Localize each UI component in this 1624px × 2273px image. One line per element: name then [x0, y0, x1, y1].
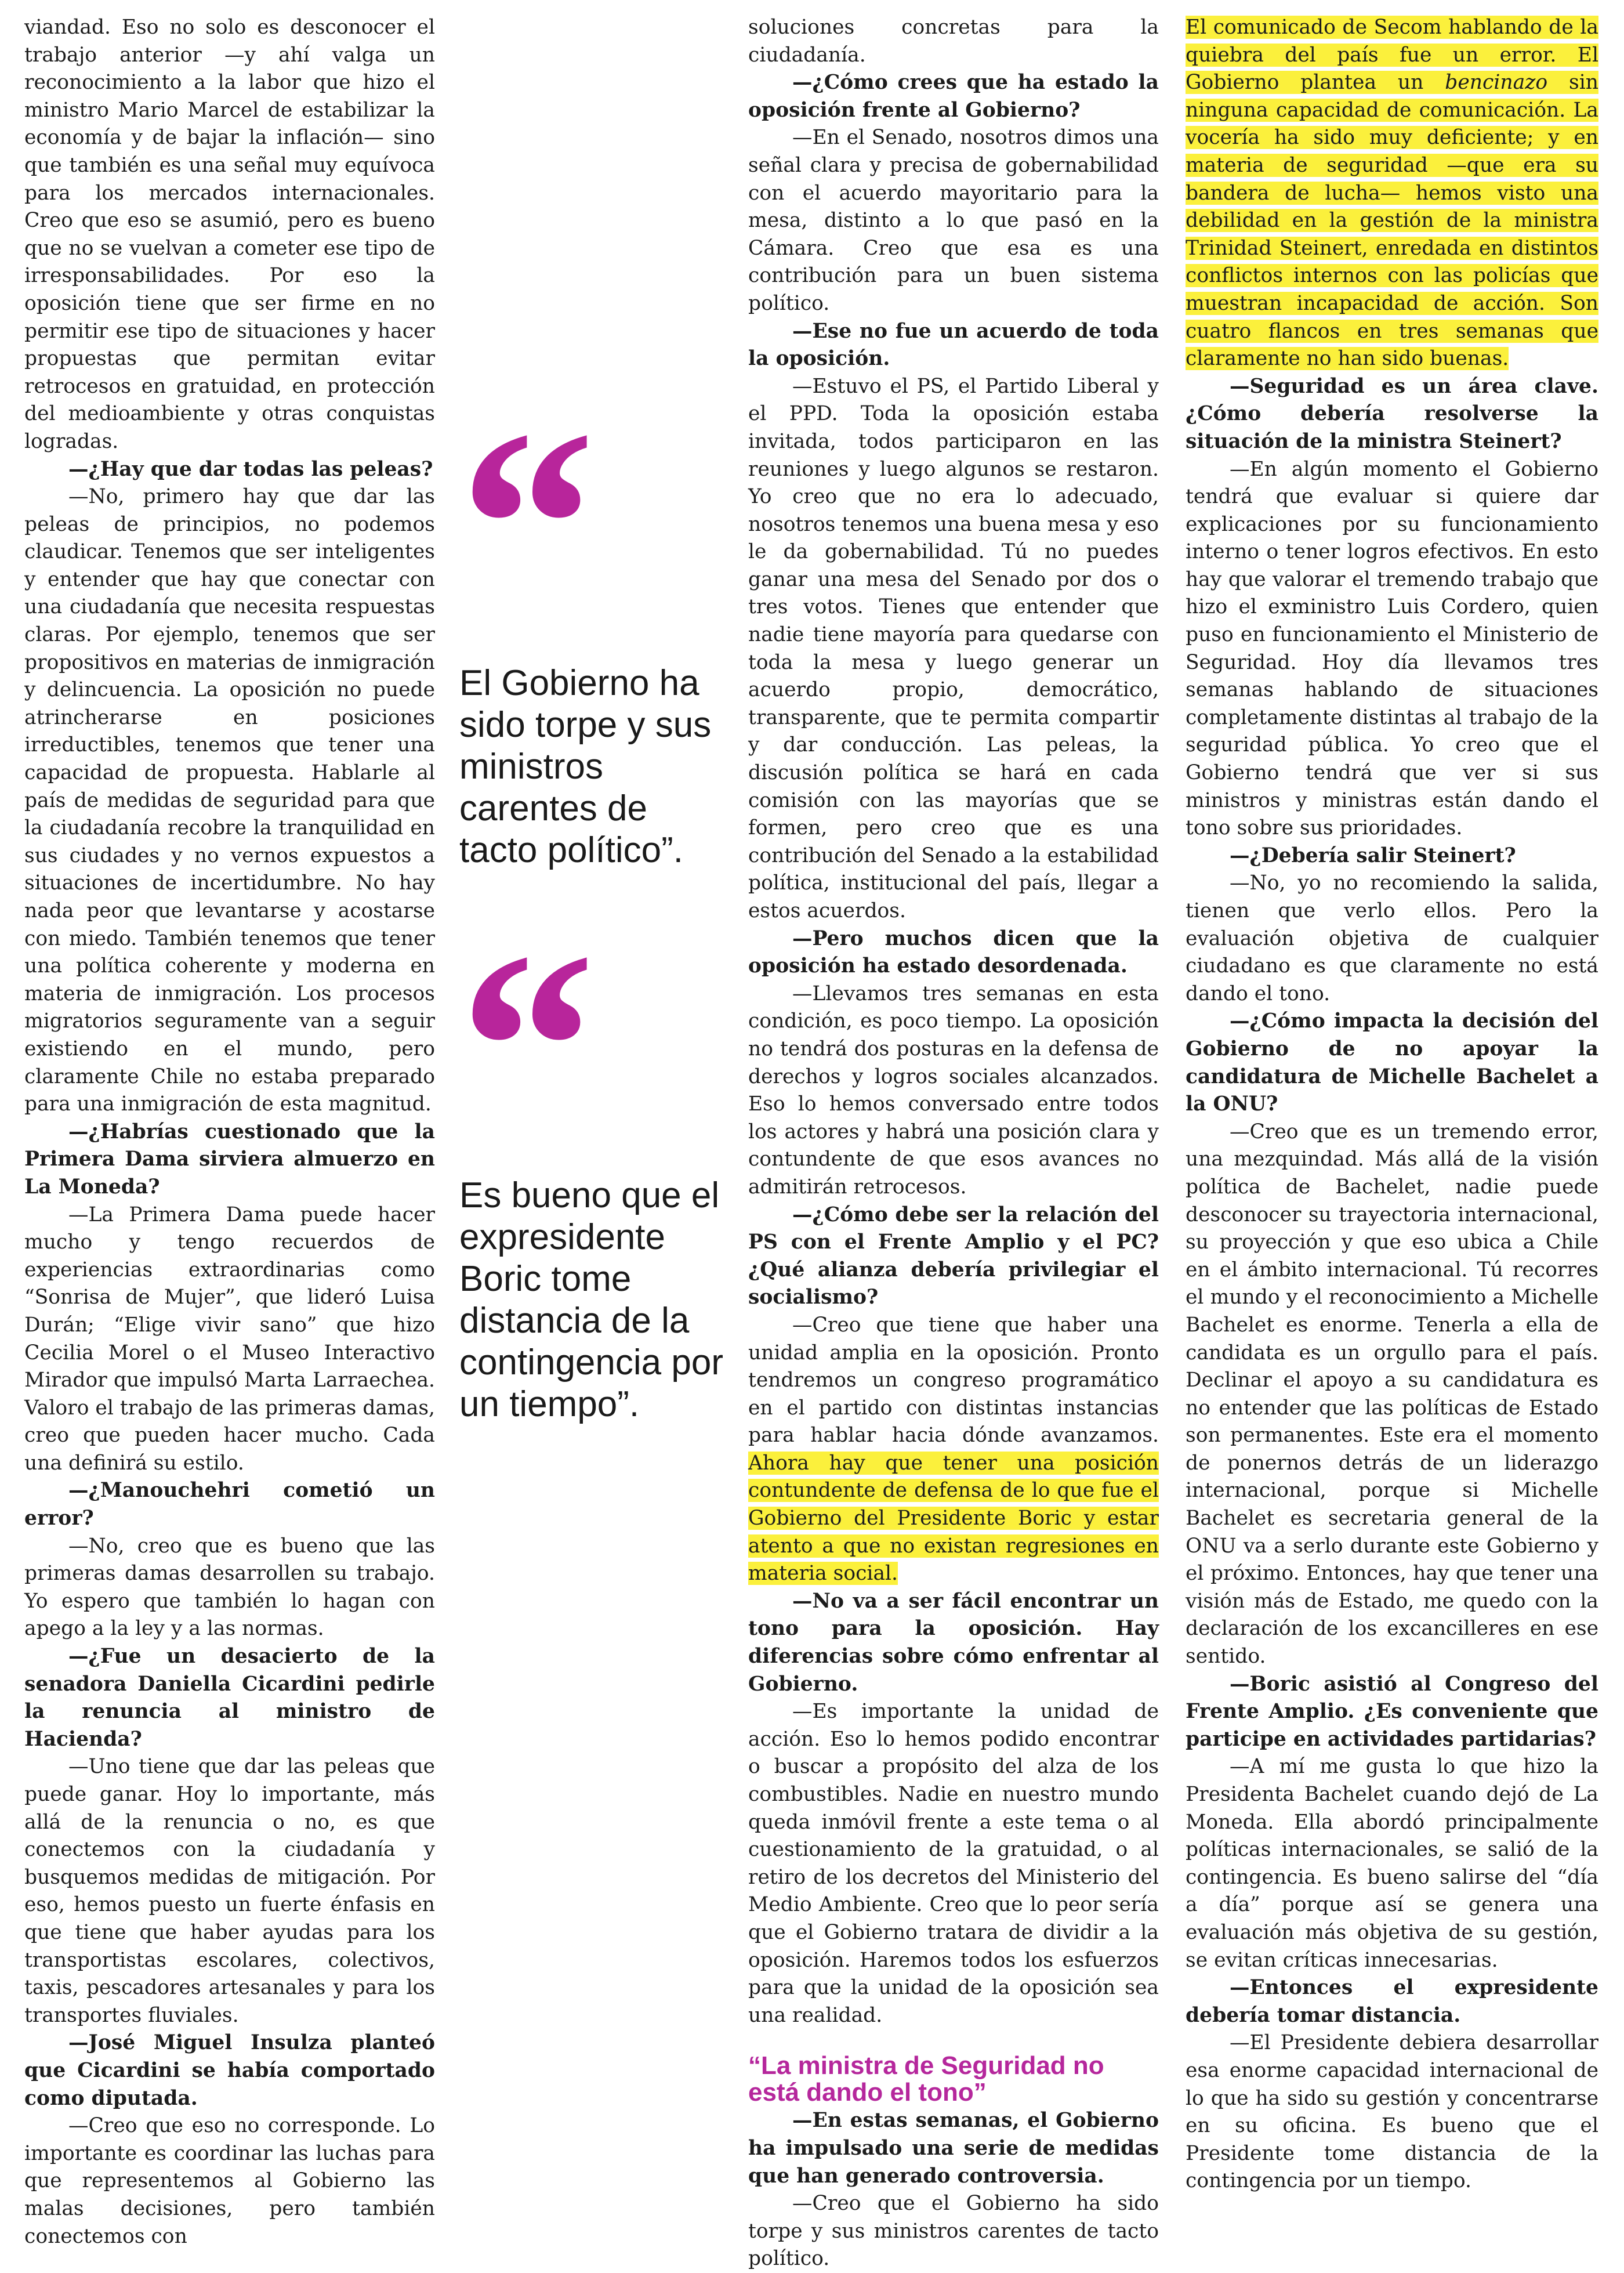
answer: —Uno tiene que dar las peleas que puede ganar. Hoy lo importante, más allá de la renuncia o no, es que conectemos con la ciudadanía y busquemos medidas de mitigación. Por eso, hemos puesto un fuerte énfasis en que tiene que haber ayudas para los transportistas escolares, colectivos, taxis, pescadores artesanales y para los transportes fluviales.	[24, 1755, 435, 2027]
article-column-3	[1186, 14, 1598, 2195]
question: —¿Cómo crees que ha estado la oposición frente al Gobierno?	[748, 71, 1159, 122]
answer: —Creo que el Gobierno ha sido torpe y sus ministros carentes de tacto político.	[748, 2192, 1159, 2271]
answer: —Es importante la unidad de acción. Eso lo hemos podido encontrar o buscar a propósito del alza de los combustibles. Nadie en nuestro mundo queda inmóvil frente a este tema o al cuestionamiento de la gratuidad, o al retiro de los decretos del Ministerio del Medio Ambiente. Creo que lo peor sería que el Gobierno tratara de dividir a la oposición. Haremos todos los esfuerzos para que la unidad de la oposición sea una realidad.	[748, 1700, 1159, 2027]
answer: —El Presidente debiera desarrollar esa enorme capacidad internacional de lo que ha sido su gestión y concentrarse en su oficina. Es bueno que el Presidente tome distancia de la contingencia por un tiempo.	[1186, 2031, 1598, 2193]
answer-text: —Creo que tiene que haber una unidad amplia en la oposición. Pronto tendremos un congreso programático en el partido con distintas instancias para hablar hacia dónde avanzamos.	[748, 1313, 1159, 1447]
question: —Seguridad es un área clave. ¿Cómo debería resolverse la situación de la ministra Steinert?	[1186, 374, 1598, 453]
answer: —A mí me gusta lo que hizo la Presidenta Bachelet cuando dejó de La Moneda. Ella abordó principalmente políticas internacionales, se salió de la contingencia. Es bueno salirse del “día a día” porque así se genera una evaluación más objetiva de su gestión, se evitan críticas innecesarias.	[1186, 1755, 1598, 1972]
quotation-mark-icon: “	[459, 374, 579, 676]
quotation-mark-icon: “	[459, 896, 579, 1198]
pull-quote-2	[459, 896, 732, 1425]
answer: —Llevamos tres semanas en esta condición, es poco tiempo. La oposición no tendrá dos posturas en la defensa de derechos y logros sociales alcanzados. Eso lo hemos conversado entre todos los actores y habrá una posición clara y contundente de que esos avances no admitirán retrocesos.	[748, 982, 1159, 1199]
question: —¿Debería salir Steinert?	[1230, 844, 1516, 867]
article-column-2	[748, 14, 1159, 2273]
answer: —Creo que es un tremendo error, una mezquindad. Más allá de la visión política de Bachelet, nadie puede desconocer su trayectoria internacional, su proyección y que eso ubica a Chile en el ámbito internacional. Tú recorres el mundo y el reconocimiento a Michelle Bachelet es enorme. Tenerla a ella de candidata es un orgullo para el país. Declinar el apoyo a su candidatura es no entender que las políticas de Estado son permanentes. Este era el momento de ponernos detrás de un liderazgo internacional, porque si Michelle Bachelet es secretaria general de la ONU va a serlo durante este Gobierno y el próximo. Entonces, hay que tener una visión más de Estado, me quedo con la declaración de los excancilleres en ese sentido.	[1186, 1120, 1598, 1668]
answer: —Creo que eso no corresponde. Lo importante es coordinar las luchas para que representemos al Gobierno las malas decisiones, pero también conectemos con	[24, 2114, 435, 2248]
italic-term: bencinazo	[1445, 71, 1548, 95]
section-subheading: “La ministra de Seguridad no está dando el tono”	[748, 2051, 1104, 2107]
answer	[748, 1312, 1159, 1588]
article-column-1	[24, 14, 435, 2250]
question: —Ese no fue un acuerdo de toda la oposición.	[748, 319, 1159, 371]
question: —José Miguel Insulza planteó que Cicardini se había comportado como diputada.	[24, 2031, 435, 2110]
highlighted-text-part: sin ninguna capacidad de comunicación. La vocería ha sido muy deficiente; y en materia de seguridad —que era su bandera de lucha— hemos visto una debilidad en la gestión de la ministra Trinidad Steinert, enredada en distintos conflictos internos con las policías que muestran incapacidad de acción. Son cuatro flancos en tres semanas que claramente no han sido buenas.	[1186, 71, 1598, 371]
pull-quote-text: Es bueno que el expresidente Boric tome distancia de la contingencia por un tiempo”.	[459, 1175, 723, 1424]
question: —¿Cómo debe ser la relación del PS con el Frente Amplio y el PC? ¿Qué alianza debería privilegiar el socialismo?	[748, 1203, 1159, 1309]
question: —No va a ser fácil encontrar un tono para la oposición. Hay diferencias sobre cómo enfrentar al Gobierno.	[748, 1589, 1159, 1696]
highlighted-text	[1186, 16, 1598, 370]
highlighted-text: Ahora hay que tener una posición contundente de defensa de lo que fue el Gobierno del Presidente Boric y estar atento a que no existan regresiones en materia social.	[748, 1451, 1159, 1586]
highlighted-text-part: El comunicado de Secom hablando de la quiebra del país fue un error. El Gobierno plantea un	[1186, 16, 1598, 95]
question: —¿Manouchehri cometió un error?	[24, 1479, 435, 1530]
paragraph	[1186, 14, 1598, 373]
question: —¿Fue un desacierto de la senadora Daniella Cicardini pedirle la renuncia al ministro de Hacienda?	[24, 1645, 435, 1751]
question: —¿Habrías cuestionado que la Primera Dama sirviera almuerzo en La Moneda?	[24, 1120, 435, 1199]
question: —Boric asistió al Congreso del Frente Amplio. ¿Es conveniente que participe en actividades partidarias?	[1186, 1672, 1598, 1751]
answer: —La Primera Dama puede hacer mucho y tengo recuerdos de experiencias extraordinarias como “Sonrisa de Mujer”, que lideró Luisa Durán; “Elige vivir sano” que hizo Cecilia Morel o el Museo Interactivo Mirador que impulsó Marta Larraechea. Valoro el trabajo de las primeras damas, creo que pueden hacer mucho. Cada una definirá su estilo.	[24, 1203, 435, 1475]
question: —¿Hay que dar todas las peleas?	[68, 457, 433, 481]
pull-quote-text: El Gobierno ha sido torpe y sus ministros carentes de tacto político”.	[459, 663, 712, 870]
answer: —No, yo no recomiendo la salida, tienen que verlo ellos. Pero la evaluación objetiva de cualquier ciudadano es que claramente no está dando el tono.	[1186, 871, 1598, 1005]
question: —Entonces el expresidente debería tomar distancia.	[1186, 1976, 1598, 2027]
paragraph: soluciones concretas para la ciudadanía.	[748, 16, 1159, 67]
answer: —No, primero hay que dar las peleas de principios, no podemos claudicar. Tenemos que ser inteligentes y entender que hay que conectar con una ciudadanía que necesita respuestas claras. Por ejemplo, tenemos que ser propositivos en materias de inmigración y delincuencia. La oposición no puede atrincherarse en posiciones irreductibles, tenemos que tener una capacidad de propuesta. Hablarle al país de medidas de seguridad para que la ciudadanía recobre la tranquilidad en sus ciudades y no vernos expuestos a situaciones de incertidumbre. No hay nada peor que levantarse y acostarse con miedo. También tenemos que tener una política coherente y moderna en materia de inmigración. Los procesos migratorios seguramente van a seguir existiendo en el mundo, pero claramente Chile no estaba preparado para una inmigración de esta magnitud.	[24, 485, 435, 1116]
answer: —No, creo que es bueno que las primeras damas desarrollen su trabajo. Yo espero que también lo hagan con apego a la ley y a las normas.	[24, 1534, 435, 1641]
question: —Pero muchos dicen que la oposición ha estado desordenada.	[748, 926, 1159, 978]
paragraph: viandad. Eso no solo es desconocer el trabajo anterior —y ahí valga un reconocimiento a la labor que hizo el ministro Mario Marcel de estabilizar la economía y de bajar la inflación— sino que también es una señal muy equívoca para los mercados internacionales. Creo que eso se asumió, pero es bueno que no se vuelvan a cometer ese tipo de irresponsabilidades. Por eso la oposición tiene que ser firme en no permitir ese tipo de situaciones y hacer propuestas que permitan evitar retrocesos en gratuidad, en protección del medioambiente y otras conquistas logradas.	[24, 16, 435, 453]
question: —En estas semanas, el Gobierno ha impulsado una serie de medidas que han generado controversia.	[748, 2109, 1159, 2188]
answer: —En el Senado, nosotros dimos una señal clara y precisa de gobernabilidad con el acuerdo mayoritario para la mesa, distinto a lo que pasó en la Cámara. Creo que esa es una contribución para un buen sistema político.	[748, 126, 1159, 315]
question: —¿Cómo impacta la decisión del Gobierno de no apoyar la candidatura de Michelle Bachelet a la ONU?	[1186, 1009, 1598, 1116]
answer: —En algún momento el Gobierno tendrá que evaluar si quiere dar explicaciones por su funcionamiento interno o tener logros efectivos. En esto hay que valorar el tremendo trabajo que hizo el exministro Luis Cordero, quien puso en funcionamiento el Ministerio de Seguridad. Hoy día llevamos tres semanas hablando de situaciones completamente distintas al trabajo de la seguridad pública. Yo creo que el Gobierno tendrá que ver si sus ministros y ministras están dando el tono sobre sus prioridades.	[1186, 457, 1598, 840]
answer: —Estuvo el PS, el Partido Liberal y el PPD. Toda la oposición estaba invitada, todos participaron en las reuniones y luego algunos se restaron. Yo creo que no era lo adecuado, nosotros tenemos una buena mesa y eso le da gobernabilidad. Tú no puedes ganar una mesa del Senado por dos o tres votos. Tienes que entender que nadie tiene mayoría para quedarse con toda la mesa y luego generar un acuerdo propio, democrático, transparente, que te permita compartir y dar conducción. Las peleas, la discusión política se hará en cada comisión con las mayorías que se formen, pero creo que es una contribución del Senado a la estabilidad política, institucional del país, llegar a estos acuerdos.	[748, 374, 1159, 922]
pull-quote-1	[459, 374, 732, 871]
